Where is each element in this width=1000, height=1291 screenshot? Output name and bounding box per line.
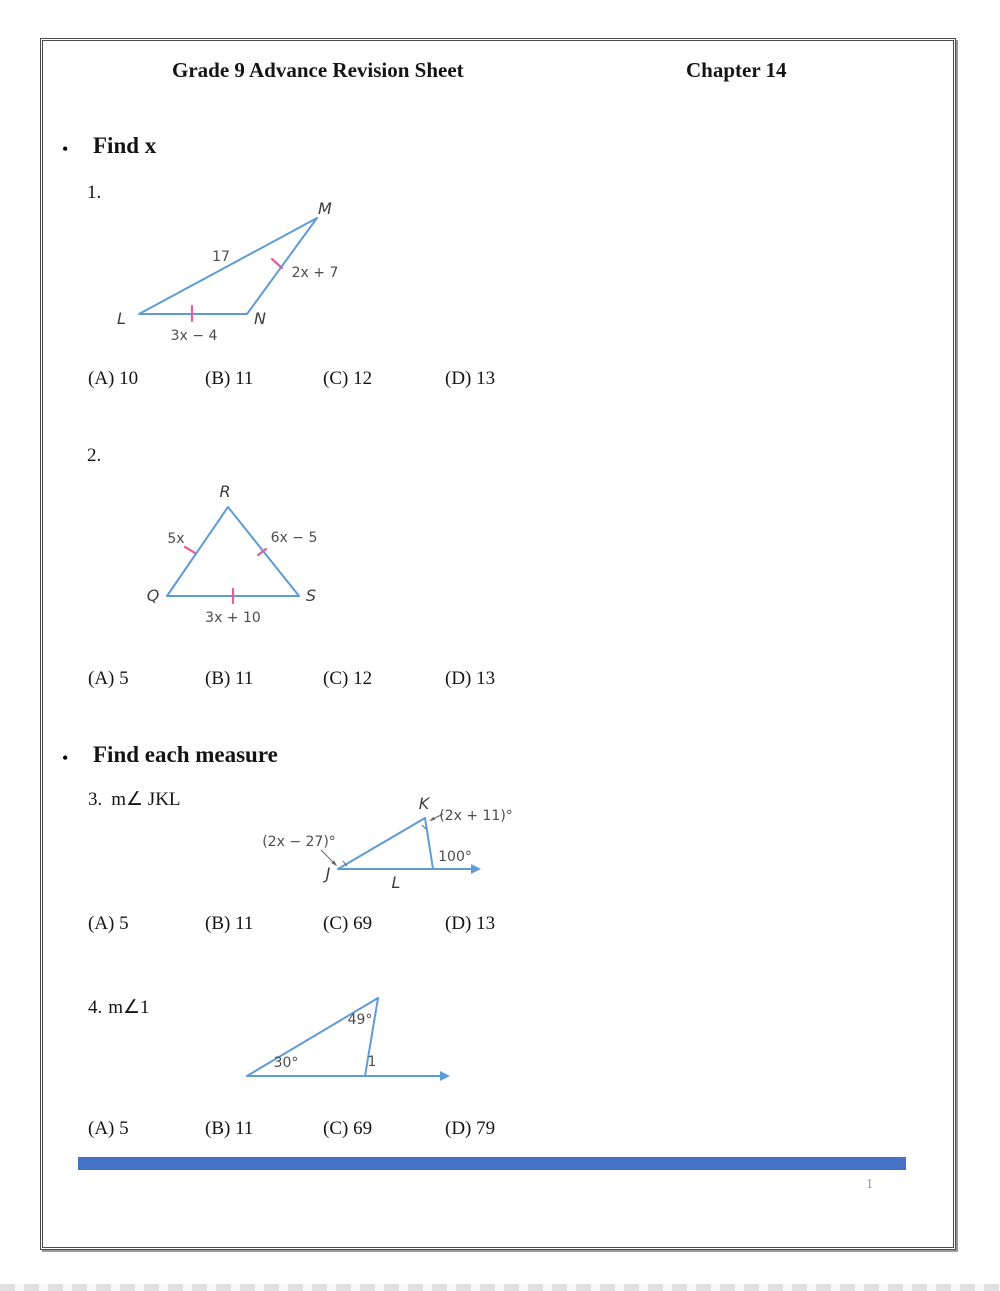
- angle-label-one: 1: [367, 1054, 377, 1070]
- ray-arrow-icon: [440, 1071, 450, 1081]
- leader-line: [321, 850, 333, 862]
- choice-2d: (D) 13: [445, 668, 496, 689]
- angle-label-j: (2x − 27)°: [262, 834, 336, 850]
- ray-arrow-icon: [471, 864, 481, 874]
- angle-label-left: 30°: [273, 1055, 299, 1071]
- choice-4b: (B) 11: [205, 1118, 254, 1139]
- choice-1c: (C) 12: [323, 368, 373, 389]
- choice-2a: (A) 5: [88, 668, 129, 689]
- choice-1a: (A) 10: [88, 368, 139, 389]
- question-4-prompt: m∠1: [108, 997, 150, 1018]
- vertex-label-n: N: [254, 309, 266, 328]
- leader-arrow-icon: [429, 817, 435, 821]
- choice-4c: (C) 69: [323, 1118, 373, 1139]
- page-title: Grade 9 Advance Revision Sheet: [172, 58, 464, 82]
- triangle-jkl-diagram: [255, 794, 513, 900]
- section-heading-find-measure: Find each measure: [93, 742, 278, 767]
- question-3-prompt: m∠ JKL: [111, 789, 181, 810]
- side-label-qr: 5x: [167, 531, 185, 547]
- side-label-mn: 2x + 7: [291, 265, 339, 281]
- choice-2b: (B) 11: [205, 668, 254, 689]
- triangle-lmn-outline: [139, 218, 317, 314]
- triangle-lmn-diagram: [110, 195, 370, 355]
- question-3-number: 3.: [88, 789, 103, 810]
- vertex-label-k: K: [418, 794, 430, 813]
- choice-2c: (C) 12: [323, 668, 373, 689]
- side-label-ln: 3x − 4: [170, 328, 218, 344]
- vertex-label-s: S: [305, 586, 317, 605]
- question-4-number: 4.: [88, 997, 103, 1018]
- chapter-label: Chapter 14: [686, 58, 787, 82]
- bullet-icon: •: [62, 139, 69, 159]
- vertex-label-m: M: [318, 199, 332, 218]
- side-jk: [338, 818, 425, 869]
- triangle-qrs-outline: [167, 507, 299, 596]
- vertex-label-r: R: [219, 482, 231, 501]
- side-left: [247, 998, 378, 1076]
- triangle-qrs-diagram: [145, 480, 345, 635]
- exterior-angle-diagram: [240, 985, 465, 1085]
- vertex-label-l: L: [391, 873, 401, 892]
- side-label-qs: 3x + 10: [205, 610, 261, 626]
- divider-bar: [78, 1157, 906, 1170]
- page-edge-strip: [0, 1284, 1000, 1291]
- question-4-line: [88, 996, 150, 1019]
- choice-3d: (D) 13: [445, 913, 496, 934]
- question-2-number: 2.: [87, 445, 102, 466]
- section-heading-find-x: Find x: [93, 133, 157, 158]
- choice-4d: (D) 79: [445, 1118, 496, 1139]
- question-1-number: 1.: [87, 182, 102, 203]
- vertex-label-j: J: [325, 864, 331, 883]
- question-3-line: [88, 788, 181, 811]
- vertex-label-l: L: [117, 309, 126, 328]
- choice-3a: (A) 5: [88, 913, 129, 934]
- angle-label-apex: 49°: [347, 1012, 373, 1028]
- angle-label-k: (2x + 11)°: [439, 808, 513, 824]
- choice-1d: (D) 13: [445, 368, 496, 389]
- page-number: 1: [866, 1177, 873, 1192]
- tick-mark-icon: [272, 259, 282, 268]
- side-label-lm: 17: [212, 249, 230, 265]
- tick-mark-icon: [185, 547, 195, 553]
- angle-label-exterior: 100°: [438, 849, 472, 865]
- side-kl: [425, 818, 433, 869]
- bullet-icon: •: [62, 748, 69, 768]
- choice-4a: (A) 5: [88, 1118, 129, 1139]
- choice-3b: (B) 11: [205, 913, 254, 934]
- choice-1b: (B) 11: [205, 368, 254, 389]
- choice-3c: (C) 69: [323, 913, 373, 934]
- side-label-rs: 6x − 5: [270, 530, 318, 546]
- vertex-label-q: Q: [146, 586, 160, 605]
